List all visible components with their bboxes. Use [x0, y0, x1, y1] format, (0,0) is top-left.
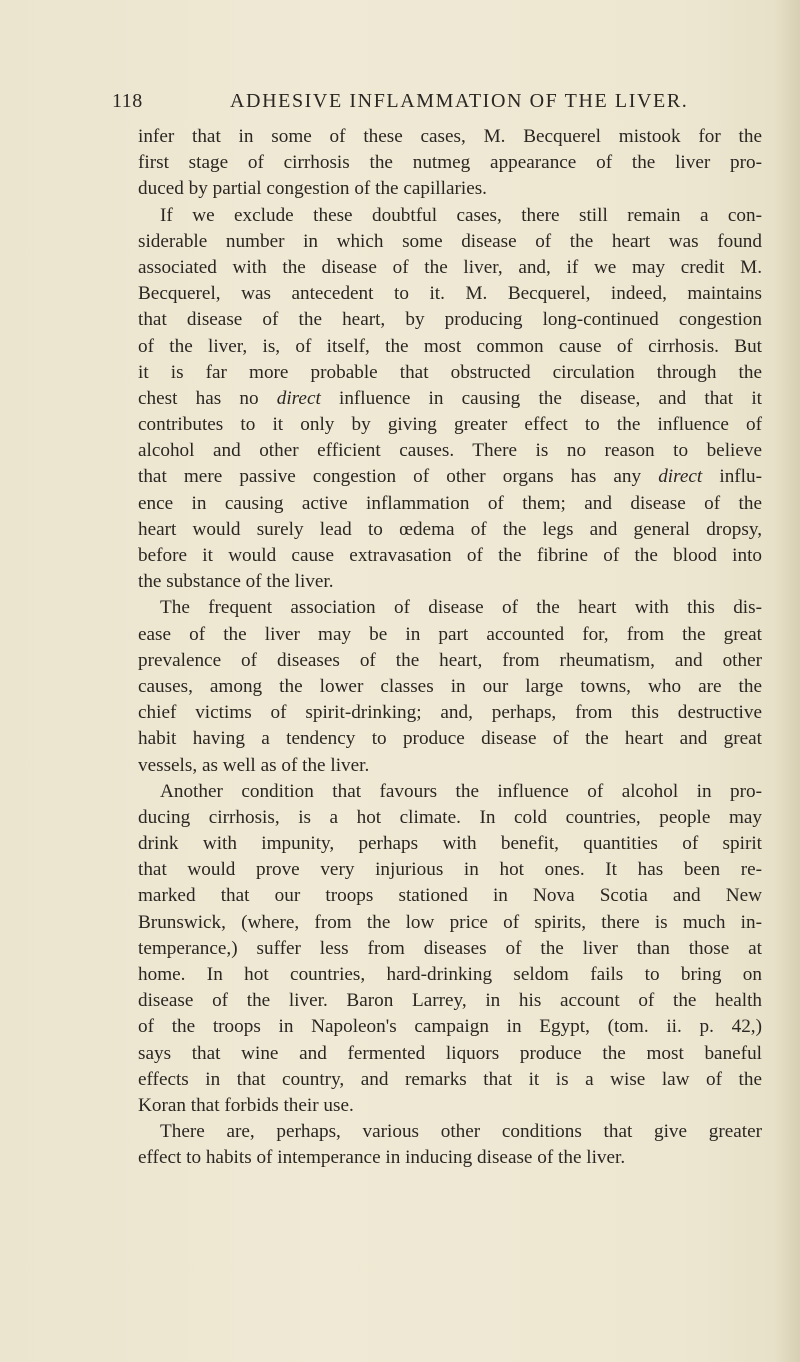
text-line: of the liver, is, of itself, the most common cause of cirrhosis. But [138, 335, 762, 357]
text-line: before it would cause extravasation of the fibrine of the blood into [138, 545, 762, 566]
text-line: siderable number in which some disease of the heart was found [138, 230, 762, 252]
paragraph [138, 1119, 762, 1171]
text-line: says that wine and fermented liquors produce the most baneful [138, 1042, 762, 1064]
page-header [112, 90, 738, 118]
text-line: prevalence of diseases of the heart, from rheumatism, and other [138, 649, 762, 671]
text-line: that disease of the heart, by producing long-continued congestion [138, 309, 762, 331]
text-line: Becquerel, was antecedent to it. M. Becquerel, indeed, maintains [138, 283, 762, 305]
text-line: of the troops in Napoleon's campaign in Egypt, (tom. ii. p. 42,) [138, 1016, 762, 1038]
text-line: drink with impunity, perhaps with benefit, quantities of spirit [138, 833, 762, 855]
text-line: disease of the liver. Baron Larrey, in his account of the health [138, 990, 762, 1012]
text-line: Koran that forbids their use. [138, 1094, 354, 1116]
text-line: causes, among the lower classes in our large towns, who are the [138, 675, 762, 697]
paragraph [138, 779, 762, 1119]
text-line: it is far more probable that obstructed circulation through the [138, 361, 762, 383]
page-edge-shadow [774, 0, 800, 1362]
italic-emphasis: direct [276, 387, 321, 409]
text-line: ence in causing active inflammation of them; and disease of the [138, 492, 762, 514]
text-line: effect to habits of intemperance in inducing disease of the liver. [138, 1147, 626, 1169]
paragraph [138, 124, 762, 203]
text-line: that mere passive congestion of other organs has any direct influ- [138, 466, 762, 488]
text-line: Brunswick, (where, from the low price of spirits, there is much in- [138, 911, 762, 933]
paragraph [138, 203, 762, 596]
text-line: chief victims of spirit-drinking; and, perhaps, from this destructive [138, 702, 762, 724]
text-line: ease of the liver may be in part accounted for, from the great [138, 623, 762, 645]
text-line: If we exclude these doubtful cases, there still remain a con- [160, 204, 762, 226]
text-line: duced by partial congestion of the capillaries. [138, 178, 487, 200]
text-line: effects in that country, and remarks that it is a wise law of the [138, 1068, 762, 1090]
text-line: home. In hot countries, hard-drinking seldom fails to bring on [138, 964, 762, 985]
text-line: that would prove very injurious in hot ones. It has been re- [138, 859, 762, 881]
text-line: heart would surely lead to œdema of the legs and general dropsy, [138, 518, 762, 540]
running-head: ADHESIVE INFLAMMATION OF THE LIVER. [230, 90, 689, 112]
text-line: associated with the disease of the liver, and, if we may credit M. [138, 256, 762, 278]
text-line: contributes to it only by giving greater effect to the influence of [138, 414, 762, 436]
text-line: marked that our troops stationed in Nova Scotia and New [138, 885, 762, 907]
paragraph [138, 595, 762, 778]
text-line: the substance of the liver. [138, 571, 334, 593]
text-line: chest has no direct influence in causing the disease, and that it [138, 387, 762, 409]
text-line: The frequent association of disease of the heart with this dis- [160, 597, 762, 619]
text-line: infer that in some of these cases, M. Becquerel mistook for the [138, 126, 762, 147]
page-number: 118 [112, 90, 143, 112]
text-line: ducing cirrhosis, is a hot climate. In cold countries, people may [138, 806, 762, 828]
text-line: habit having a tendency to produce disease of the heart and great [138, 728, 762, 750]
text-line: temperance,) suffer less from diseases of the liver than those at [138, 937, 762, 959]
text-line: There are, perhaps, various other conditions that give greater [160, 1121, 762, 1143]
text-line: alcohol and other efficient causes. There is no reason to believe [138, 440, 762, 462]
text-line: Another condition that favours the influence of alcohol in pro- [160, 780, 762, 802]
text-line: first stage of cirrhosis the nutmeg appearance of the liver pro- [138, 152, 762, 174]
text-line: vessels, as well as of the liver. [138, 754, 370, 776]
italic-emphasis: direct [658, 466, 703, 488]
body-text [138, 124, 762, 1172]
